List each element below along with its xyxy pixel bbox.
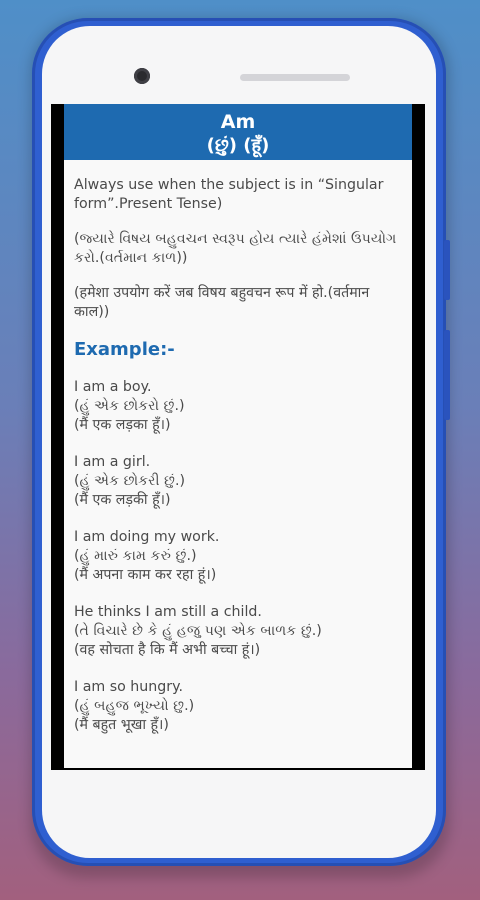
example-gujarati: (હું બહુજ ભૂખ્યો છુ.) bbox=[74, 698, 195, 714]
page-subtitle: (છું) (हूँ) bbox=[206, 135, 270, 156]
lesson-content[interactable] bbox=[64, 160, 412, 735]
power-button bbox=[444, 330, 450, 420]
example-gujarati: (હું એક છોકરી છું.) bbox=[74, 473, 186, 489]
example-heading: Example:- bbox=[74, 339, 175, 360]
example-hindi: (मैं अपना काम कर रहा हूं।) bbox=[74, 567, 217, 583]
example-english: I am doing my work. bbox=[74, 529, 220, 545]
app-content-area bbox=[64, 104, 412, 768]
front-camera-icon bbox=[134, 68, 150, 84]
example-gujarati: (તે વિચારે છે કે હું હજુ પણ એક બાળક છું.) bbox=[74, 623, 322, 639]
intro-hindi: (हमेशा उपयोग करें जब विषय बहुवचन रूप में हो.(वर्तमान काल)) bbox=[74, 285, 370, 320]
intro-gujarati: (જ્યારે વિષય બહુવચન સ્વરૂપ હોય ત્યારે હંમેશાં ઉપયોગ કરો.(વર્તમાન કાળ)) bbox=[74, 231, 397, 266]
example-item bbox=[74, 603, 400, 660]
earpiece-speaker bbox=[240, 74, 350, 81]
example-hindi: (वह सोचता है कि मैं अभी बच्चा हूं।) bbox=[74, 642, 261, 658]
example-gujarati: (હું એક છોકરો છું.) bbox=[74, 398, 185, 414]
example-english: He thinks I am still a child. bbox=[74, 604, 262, 620]
phone-screen bbox=[51, 104, 425, 770]
example-gujarati: (હું મારું કામ કરું છું.) bbox=[74, 548, 197, 564]
app-header bbox=[64, 104, 412, 160]
example-hindi: (मैं एक लड़की हूँ।) bbox=[74, 492, 171, 508]
intro-english: Always use when the subject is in “Singular form”.Present Tense) bbox=[74, 177, 384, 212]
page-title: Am bbox=[220, 111, 256, 133]
example-english: I am a boy. bbox=[74, 379, 152, 395]
example-hindi: (मैं बहुत भूखा हूँ।) bbox=[74, 717, 169, 733]
volume-button bbox=[444, 240, 450, 300]
example-item bbox=[74, 453, 400, 510]
example-english: I am a girl. bbox=[74, 454, 151, 470]
example-item bbox=[74, 678, 400, 735]
example-item bbox=[74, 378, 400, 435]
example-item bbox=[74, 528, 400, 585]
example-hindi: (मैं एक लड़का हूँ।) bbox=[74, 417, 171, 433]
example-english: I am so hungry. bbox=[74, 679, 183, 695]
